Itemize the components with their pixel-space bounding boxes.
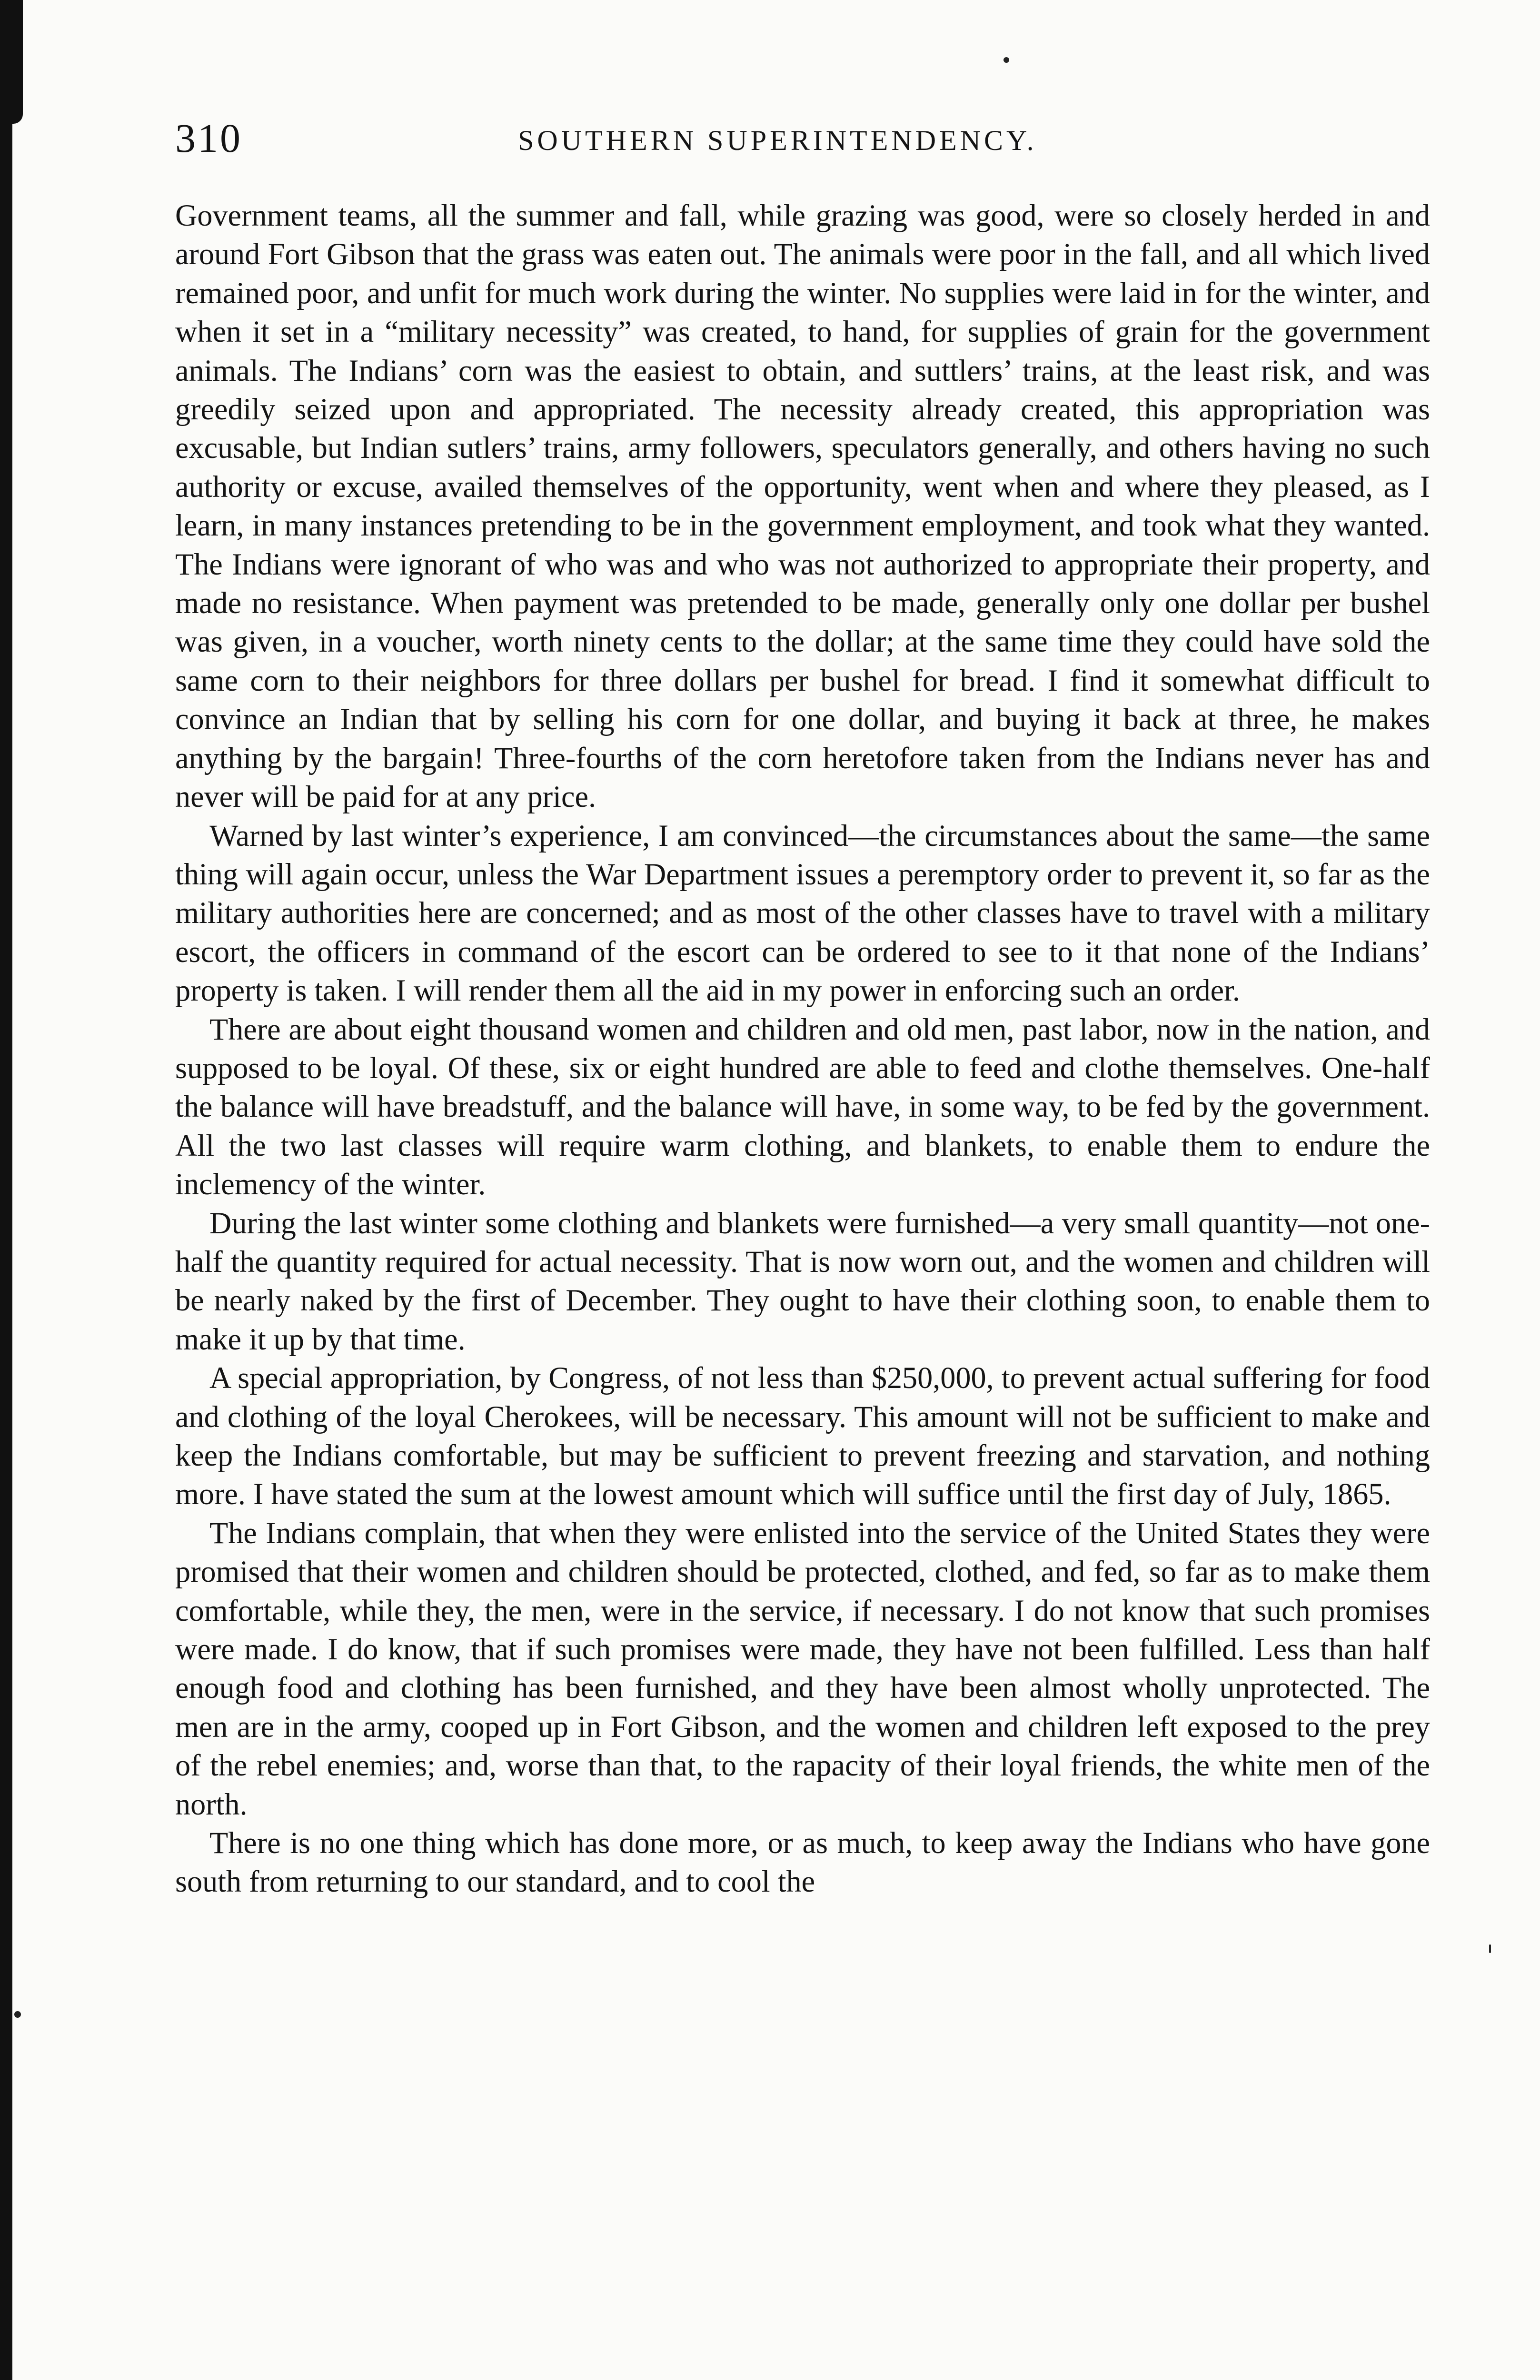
paragraph: The Indians complain, that when they were enlisted into the service of the United States they were promised that their women and children should be protected, clothed, and fed, so far as to make them comfortable, while they, the men, were in the service, if necessary. I do not know that such promises were made. I do know, that if such promises were made, they have not been fulfilled. Less than half enough food and clothing has been furnished, and they have been almost wholly unprotected. The men are in the army, cooped up in Fort Gibson, and the women and children left exposed to the prey of the rebel enemies; and, worse than that, to the rapacity of their loyal friends, the white men of the north. xyxy=(175,1516,1430,1821)
body-text xyxy=(175,196,1430,1901)
scan-speck xyxy=(1003,57,1009,63)
scan-speck xyxy=(14,2011,21,2018)
scan-edge-left xyxy=(0,0,12,2380)
running-head: SOUTHERN SUPERINTENDENCY. xyxy=(518,125,1037,156)
paragraph: Government teams, all the summer and fall, while grazing was good, were so closely herded in and around Fort Gibson that the grass was eaten out. The animals were poor in the fall, and all which lived remained poor, and unfit for much work during the winter. No supplies were laid in for the winter, and when it set in a “military necessity” was created, to hand, for supplies of grain for the government animals. The Indians’ corn was the easiest to obtain, and suttlers’ trains, at the least risk, and was greedily seized upon and appropriated. The necessity already created, this appropriation was excusable, but Indian sutlers’ trains, army followers, speculators generally, and others having no such authority or excuse, availed themselves of the opportunity, went when and where they pleased, as I learn, in many instances pretending to be in the government employment, and took what they wanted. The Indians were ignorant of who was and who was not authorized to appropriate their property, and made no resistance. When payment was pretended to be made, generally only one dollar per bushel was given, in a voucher, worth ninety cents to the dollar; at the same time they could have sold the same corn to their neighbors for three dollars per bushel for bread. I find it somewhat difficult to convince an Indian that by selling his corn for one dollar, and buying it back at three, he makes anything by the bargain! Three-fourths of the corn heretofore taken from the Indians never has and never will be paid for at any price. xyxy=(175,198,1430,814)
paragraph: A special appropriation, by Congress, of not less than $250,000, to prevent actual suffering for food and clothing of the loyal Cherokees, will be necessary. This amount will not be sufficient to make and keep the Indians comfortable, but may be sufficient to prevent freezing and starvation, and nothing more. I have stated the sum at the lowest amount which will suffice until the first day of July, 1865. xyxy=(175,1361,1430,1511)
scan-speck xyxy=(1489,1944,1491,1953)
page-number: 310 xyxy=(175,115,242,161)
paragraph: Warned by last winter’s experience, I am convinced—the circumstances about the same—the same thing will again occur, unless the War Department issues a peremptory order to prevent it, so far as the military authorities here are concerned; and as most of the other classes have to travel with a military escort, the officers in command of the escort can be ordered to see to it that none of the Indians’ property is taken. I will render them all the aid in my power in enforcing such an order. xyxy=(175,818,1430,1008)
paragraph: There are about eight thousand women and children and old men, past labor, now in the nation, and supposed to be loyal. Of these, six or eight hundred are able to feed and clothe themselves. One-half the balance will have breadstuff, and the balance will have, in some way, to be fed by the government. All the two last classes will require warm clothing, and blankets, to enable them to endure the inclemency of the winter. xyxy=(175,1012,1430,1201)
scan-edge-corner xyxy=(9,0,23,124)
page-header xyxy=(175,112,1441,164)
paragraph: There is no one thing which has done more, or as much, to keep away the Indians who have gone south from returning to our standard, and to cool the xyxy=(175,1826,1430,1899)
paragraph: During the last winter some clothing and blankets were furnished—a very small quantity—not one-half the quantity required for actual necessity. That is now worn out, and the women and children will be nearly naked by the first of December. They ought to have their clothing soon, to enable them to make it up by that time. xyxy=(175,1206,1430,1356)
